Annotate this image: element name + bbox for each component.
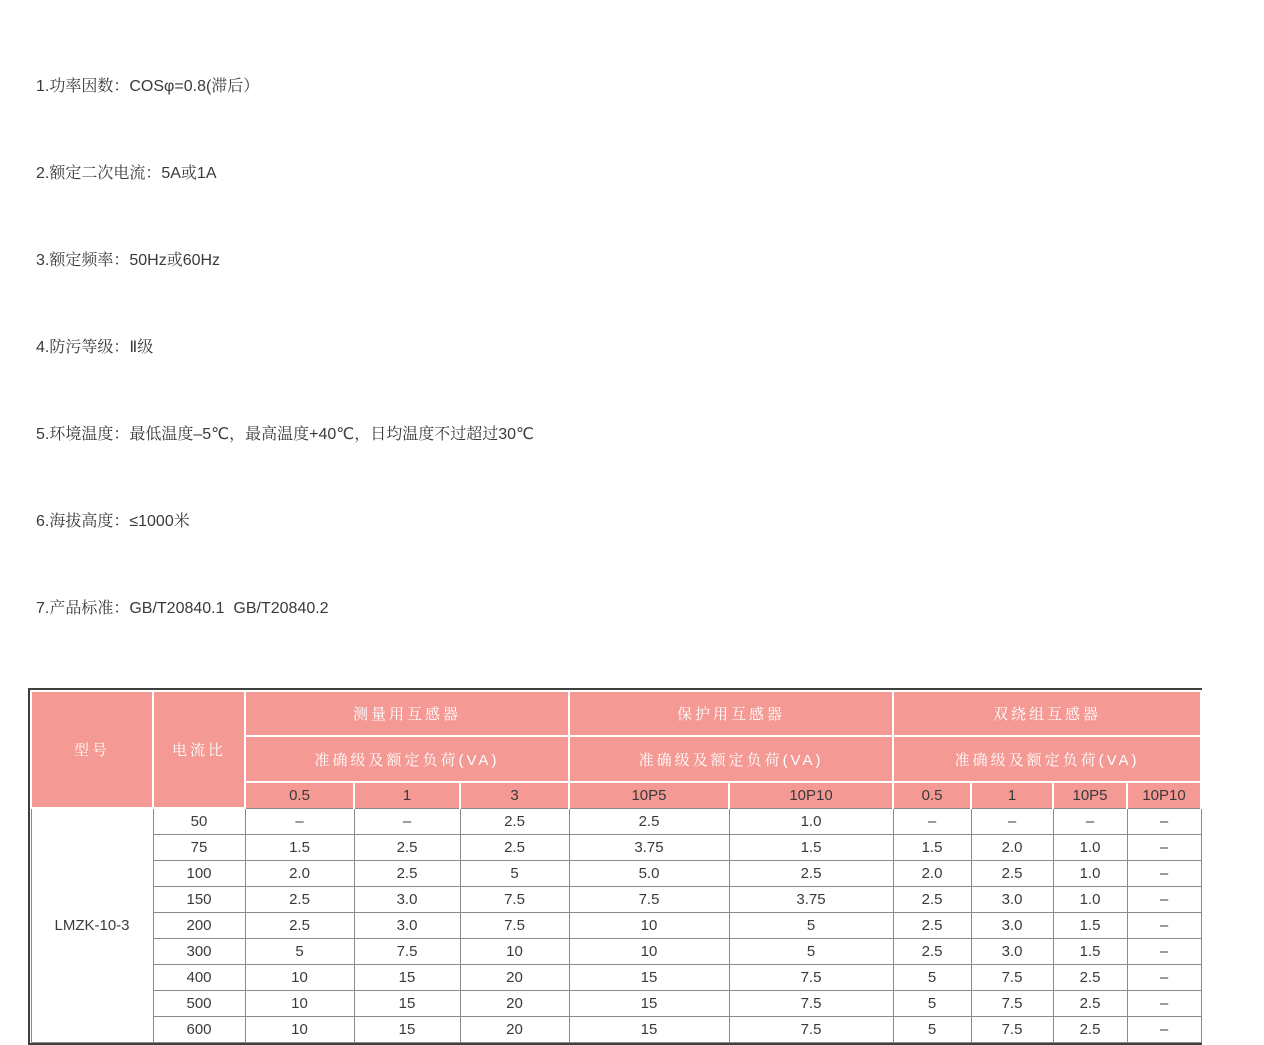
value-cell: 2.5 <box>893 912 971 938</box>
value-cell: 2.5 <box>354 834 460 860</box>
spec-item-product-standard: 7.产品标准：GB/T20840.1 GB/T20840.2 <box>36 600 329 617</box>
table-header-group-row <box>31 691 1201 736</box>
value-cell: 1.0 <box>1053 834 1127 860</box>
value-cell: 1.5 <box>729 834 893 860</box>
value-cell: – <box>1127 834 1201 860</box>
value-cell: 1.5 <box>1053 938 1127 964</box>
ratio-cell: 100 <box>153 860 245 886</box>
value-cell: 10 <box>245 1016 354 1042</box>
value-cell: 2.5 <box>729 860 893 886</box>
value-cell: 10 <box>245 964 354 990</box>
value-cell: 3.0 <box>971 912 1053 938</box>
spec-item-altitude: 6.海拔高度：≤1000米 <box>36 513 190 530</box>
value-cell: – <box>245 808 354 834</box>
ratio-cell: 50 <box>153 808 245 834</box>
table-body <box>31 808 1201 1042</box>
value-cell: 5 <box>245 938 354 964</box>
spec-item-ambient-temp: 5.环境温度：最低温度–5℃，最高温度+40℃，日均温度不过超过30℃ <box>36 426 534 443</box>
product-rating-table <box>30 690 1202 1043</box>
table-row <box>31 912 1201 938</box>
value-cell: – <box>1127 990 1201 1016</box>
subtitle-protection: 准确级及额定负荷(VA) <box>569 736 893 782</box>
value-cell: – <box>354 808 460 834</box>
value-cell: 5 <box>893 1016 971 1042</box>
table-row <box>31 938 1201 964</box>
spec-item-pollution-class: 4.防污等级：Ⅱ级 <box>36 339 154 356</box>
value-cell: 2.5 <box>354 860 460 886</box>
product-rating-table-wrap <box>28 688 1202 1045</box>
table-row <box>31 886 1201 912</box>
value-cell: 3.75 <box>729 886 893 912</box>
value-cell: 2.5 <box>893 938 971 964</box>
value-cell: 3.75 <box>569 834 729 860</box>
group-header-dual-winding: 双绕组互感器 <box>893 691 1201 736</box>
table-row <box>31 834 1201 860</box>
value-cell: 1.5 <box>1053 912 1127 938</box>
value-cell: – <box>971 808 1053 834</box>
value-cell: 15 <box>354 964 460 990</box>
value-cell: 7.5 <box>971 1016 1053 1042</box>
value-cell: 15 <box>354 990 460 1016</box>
value-cell: – <box>1127 912 1201 938</box>
value-cell: 3.0 <box>354 886 460 912</box>
value-cell: 2.5 <box>460 834 569 860</box>
value-cell: – <box>1053 808 1127 834</box>
value-cell: 7.5 <box>729 964 893 990</box>
subtitle-measurement: 准确级及额定负荷(VA) <box>245 736 569 782</box>
value-cell: 10 <box>569 912 729 938</box>
table-row <box>31 860 1201 886</box>
value-cell: 2.5 <box>971 860 1053 886</box>
model-cell: LMZK-10-3 <box>31 808 153 1042</box>
col-header-accuracy-class: 10P10 <box>1127 782 1201 808</box>
value-cell: – <box>1127 808 1201 834</box>
value-cell: 7.5 <box>460 912 569 938</box>
spec-list <box>36 14 1264 652</box>
group-header-protection: 保护用互感器 <box>569 691 893 736</box>
table-row <box>31 1016 1201 1042</box>
value-cell: 3.0 <box>971 938 1053 964</box>
value-cell: 7.5 <box>729 990 893 1016</box>
value-cell: 15 <box>569 990 729 1016</box>
col-header-accuracy-class: 3 <box>460 782 569 808</box>
spec-item-secondary-current: 2.额定二次电流：5A或1A <box>36 165 217 182</box>
value-cell: 1.5 <box>245 834 354 860</box>
ratio-cell: 200 <box>153 912 245 938</box>
ratio-cell: 500 <box>153 990 245 1016</box>
value-cell: – <box>1127 938 1201 964</box>
value-cell: 7.5 <box>460 886 569 912</box>
col-header-model: 型号 <box>31 691 153 808</box>
table-header <box>31 691 1201 808</box>
value-cell: 2.0 <box>971 834 1053 860</box>
ratio-cell: 300 <box>153 938 245 964</box>
value-cell: 7.5 <box>354 938 460 964</box>
col-header-accuracy-class: 10P10 <box>729 782 893 808</box>
table-row <box>31 964 1201 990</box>
value-cell: 2.5 <box>1053 990 1127 1016</box>
value-cell: 20 <box>460 1016 569 1042</box>
value-cell: 7.5 <box>569 886 729 912</box>
col-header-current-ratio: 电流比 <box>153 691 245 808</box>
value-cell: 2.5 <box>893 886 971 912</box>
value-cell: 2.5 <box>1053 964 1127 990</box>
col-header-accuracy-class: 0.5 <box>245 782 354 808</box>
col-header-accuracy-class: 1 <box>971 782 1053 808</box>
value-cell: – <box>1127 860 1201 886</box>
ratio-cell: 400 <box>153 964 245 990</box>
ratio-cell: 600 <box>153 1016 245 1042</box>
value-cell: 2.5 <box>1053 1016 1127 1042</box>
value-cell: 5 <box>460 860 569 886</box>
col-header-accuracy-class: 1 <box>354 782 460 808</box>
value-cell: 15 <box>354 1016 460 1042</box>
value-cell: 10 <box>460 938 569 964</box>
value-cell: 3.0 <box>354 912 460 938</box>
value-cell: 1.5 <box>893 834 971 860</box>
value-cell: 1.0 <box>1053 886 1127 912</box>
value-cell: 2.5 <box>245 912 354 938</box>
subtitle-dual-winding: 准确级及额定负荷(VA) <box>893 736 1201 782</box>
value-cell: 20 <box>460 990 569 1016</box>
value-cell: 10 <box>245 990 354 1016</box>
value-cell: 5 <box>893 990 971 1016</box>
value-cell: 5 <box>893 964 971 990</box>
table-row <box>31 990 1201 1016</box>
value-cell: 7.5 <box>971 990 1053 1016</box>
col-header-accuracy-class: 10P5 <box>569 782 729 808</box>
value-cell: – <box>1127 1016 1201 1042</box>
value-cell: 2.0 <box>893 860 971 886</box>
value-cell: 2.5 <box>245 886 354 912</box>
value-cell: 5.0 <box>569 860 729 886</box>
col-header-accuracy-class: 10P5 <box>1053 782 1127 808</box>
value-cell: 7.5 <box>971 964 1053 990</box>
spec-item-power-factor: 1.功率因数：COSφ=0.8(滞后） <box>36 78 260 95</box>
value-cell: 5 <box>729 912 893 938</box>
value-cell: 7.5 <box>729 1016 893 1042</box>
ratio-cell: 150 <box>153 886 245 912</box>
value-cell: 15 <box>569 1016 729 1042</box>
value-cell: – <box>1127 964 1201 990</box>
value-cell: 2.0 <box>245 860 354 886</box>
group-header-measurement: 测量用互感器 <box>245 691 569 736</box>
value-cell: 1.0 <box>1053 860 1127 886</box>
table-row <box>31 808 1201 834</box>
spec-item-rated-frequency: 3.额定频率：50Hz或60Hz <box>36 252 221 269</box>
value-cell: 15 <box>569 964 729 990</box>
value-cell: 3.0 <box>971 886 1053 912</box>
value-cell: 10 <box>569 938 729 964</box>
value-cell: – <box>893 808 971 834</box>
value-cell: – <box>1127 886 1201 912</box>
value-cell: 2.5 <box>460 808 569 834</box>
value-cell: 1.0 <box>729 808 893 834</box>
col-header-accuracy-class: 0.5 <box>893 782 971 808</box>
ratio-cell: 75 <box>153 834 245 860</box>
value-cell: 2.5 <box>569 808 729 834</box>
value-cell: 5 <box>729 938 893 964</box>
value-cell: 20 <box>460 964 569 990</box>
